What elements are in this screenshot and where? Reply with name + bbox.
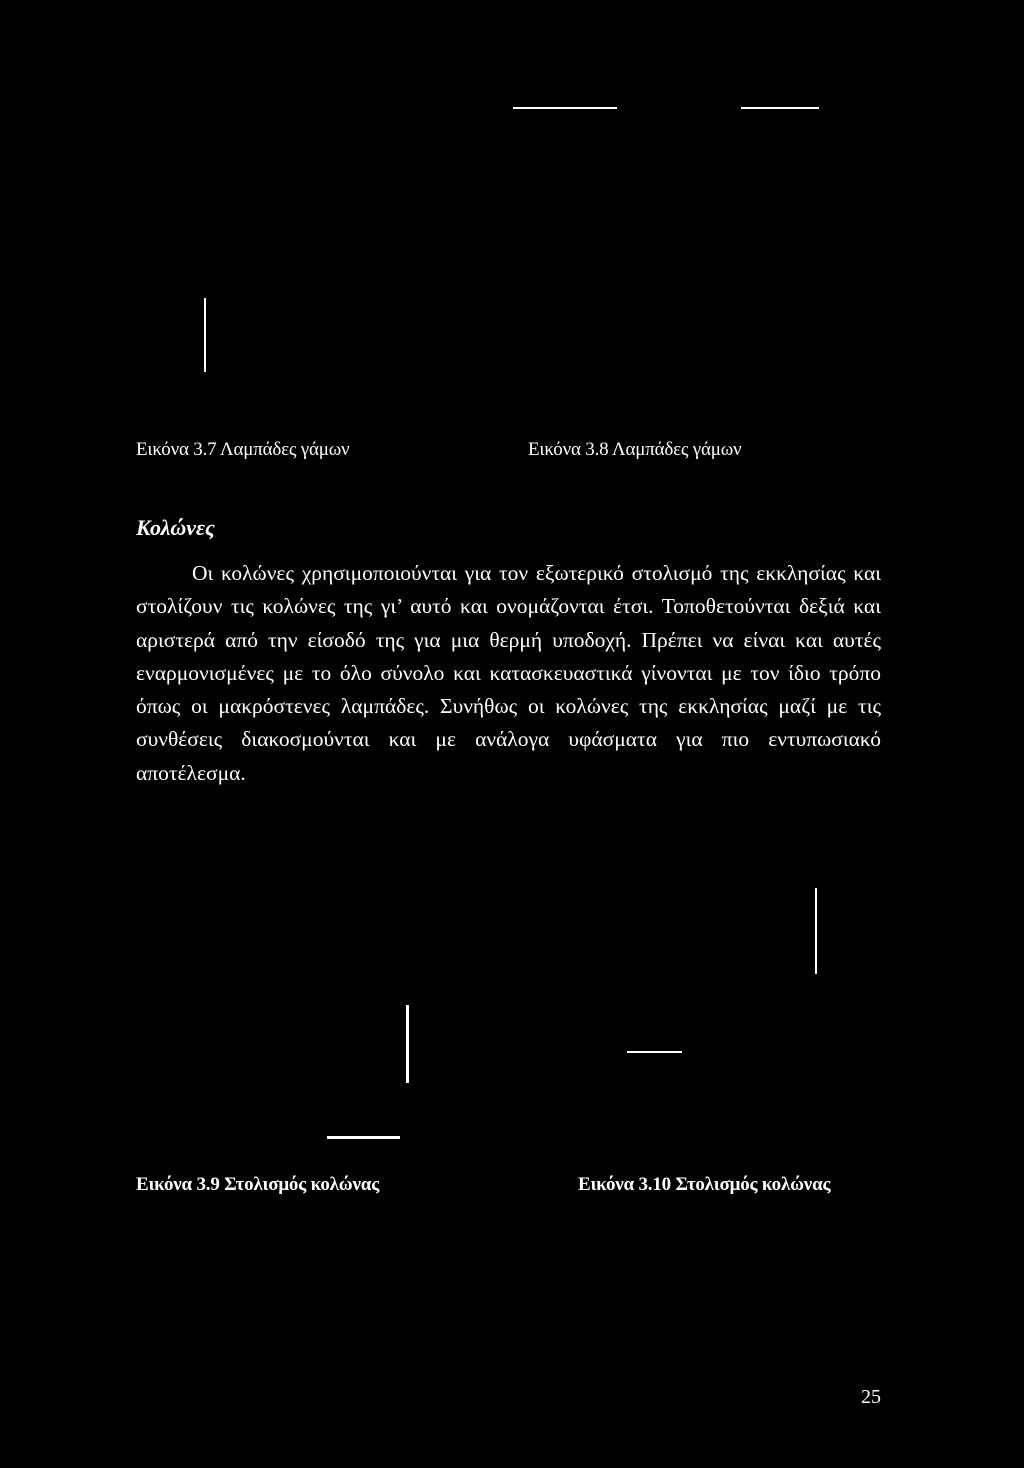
section-body — [136, 557, 881, 790]
scan-line-top-right — [741, 107, 819, 109]
body-paragraph: Οι κολώνες χρησιμοποιούνται για τον εξωτερικό στολισμό της εκκλησίας και στολίζουν τις κολώνες της γι’ αυτό και ονομάζονται έτσι. Τοποθετούνται δεξιά και αριστερά από την είσοδό της για μια θερμή υποδοχή. Πρέπει να είναι και αυτές εναρμονισμένες με το όλο σύνολο και κατασκευαστικά γίνονται με τον ίδιο τρόπο όπως οι μακρόστενες λαμπάδες. Συνήθως οι κολώνες της εκκλησίας μαζί με τις συνθέσεις διακοσμούνται και με ανάλογα υφάσματα για πιο εντυπωσιακό αποτέλεσμα. — [136, 561, 881, 785]
caption-figure-3-9: Εικόνα 3.9 Στολισμός κολώνας — [136, 1174, 380, 1195]
scan-line-top-left — [513, 107, 617, 109]
caption-figure-3-7: Εικόνα 3.7 Λαμπάδες γάμων — [136, 439, 350, 460]
scan-line-vertical-right — [815, 888, 817, 974]
scan-line-horizontal-left — [327, 1136, 400, 1139]
scan-line-vertical-middle — [406, 1005, 409, 1083]
section-heading: Κολώνες — [136, 515, 215, 540]
page-number: 25 — [861, 1386, 881, 1408]
scan-line-vertical-left — [204, 298, 206, 372]
caption-figure-3-10: Εικόνα 3.10 Στολισμός κολώνας — [578, 1174, 831, 1195]
caption-figure-3-8: Εικόνα 3.8 Λαμπάδες γάμων — [528, 439, 742, 460]
scan-line-horizontal-right — [627, 1051, 682, 1053]
